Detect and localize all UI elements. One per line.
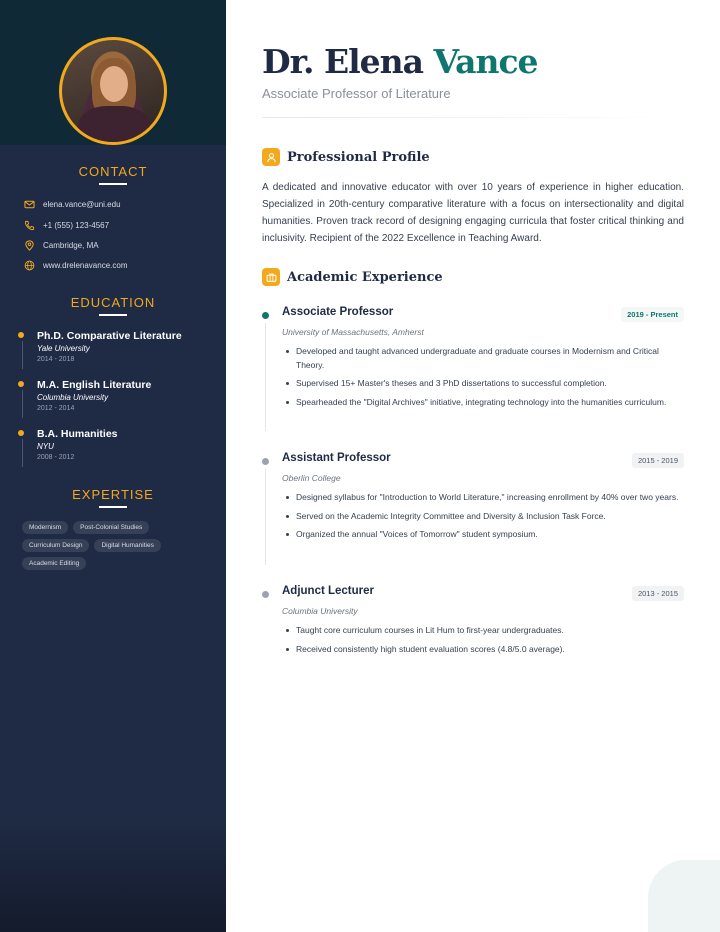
envelope-icon xyxy=(22,197,36,211)
briefcase-icon xyxy=(262,268,280,286)
contact-phone-text: +1 (555) 123-4567 xyxy=(43,220,110,230)
expertise-tag: Modernism xyxy=(22,521,68,534)
job-organization: University of Massachusetts, Amherst xyxy=(282,327,424,337)
phone-icon xyxy=(22,218,36,232)
timeline-line xyxy=(265,469,266,565)
job-organization: Oberlin College xyxy=(282,473,341,483)
education-heading: EDUCATION xyxy=(70,295,156,310)
contact-email-text: elena.vance@uni.edu xyxy=(43,199,121,209)
timeline-line xyxy=(22,439,23,467)
header-divider xyxy=(262,117,672,118)
job-bullets xyxy=(284,345,682,414)
timeline-line xyxy=(265,323,266,431)
user-icon xyxy=(262,148,280,166)
job-dates-badge: 2013 - 2015 xyxy=(632,586,684,601)
contact-location-text: Cambridge, MA xyxy=(43,240,99,250)
contact-email[interactable] xyxy=(22,197,121,211)
job-title: Adjunct Lecturer xyxy=(282,585,375,597)
expertise-underline xyxy=(99,506,127,508)
contact-website-text: www.drelenavance.com xyxy=(43,260,128,270)
expertise-tags xyxy=(22,521,212,570)
timeline-dot xyxy=(262,591,269,598)
contact-location xyxy=(22,238,99,252)
job-bullet: Received consistently high student evaluation scores (4.8/5.0 average). xyxy=(284,643,682,657)
timeline-line xyxy=(22,341,23,369)
experience-heading: Academic Experience xyxy=(287,269,443,285)
job-bullet: Designed syllabus for "Introduction to World Literature," increasing enrollment by 40% over two years. xyxy=(284,491,682,505)
timeline-dot xyxy=(18,332,24,338)
education-years: 2008 - 2012 xyxy=(37,454,75,461)
job-title-subtitle: Associate Professor of Literature xyxy=(262,86,451,101)
job-dates-badge: 2019 - Present xyxy=(621,307,684,322)
education-underline xyxy=(99,314,127,316)
education-school: NYU xyxy=(37,442,54,451)
contact-phone[interactable] xyxy=(22,218,109,232)
experience-entry xyxy=(260,306,684,436)
education-school: Yale University xyxy=(37,344,90,353)
first-name: Dr. Elena xyxy=(262,42,424,81)
job-bullet: Developed and taught advanced undergraduate and graduate courses in Modernism and Critical Theory. xyxy=(284,345,682,372)
timeline-dot xyxy=(262,312,269,319)
education-years: 2012 - 2014 xyxy=(37,405,75,412)
expertise-tag: Academic Editing xyxy=(22,557,86,570)
education-degree: Ph.D. Comparative Literature xyxy=(37,330,182,342)
profile-section-header xyxy=(262,148,430,166)
job-title: Assistant Professor xyxy=(282,452,391,464)
corner-decoration xyxy=(648,860,720,932)
job-bullet: Taught core curriculum courses in Lit Hum to first-year undergraduates. xyxy=(284,624,682,638)
profile-summary: A dedicated and innovative educator with over 10 years of experience in higher education. Specialized in 20th-century comparative literature with a focus on intersectionality and digital humanities. Proven track record of designing engaging curricula that foster critical thinking and inclusivity. Recipient of the 2022 Excellence in Teaching Award. xyxy=(262,182,684,244)
sidebar xyxy=(0,0,226,932)
timeline-line xyxy=(22,390,23,418)
contact-heading: CONTACT xyxy=(78,164,148,179)
education-school: Columbia University xyxy=(37,393,109,402)
job-bullet: Served on the Academic Integrity Committee and Diversity & Inclusion Task Force. xyxy=(284,510,682,524)
location-pin-icon xyxy=(22,238,36,252)
job-title: Associate Professor xyxy=(282,306,394,318)
job-bullet: Organized the annual "Voices of Tomorrow" student symposium. xyxy=(284,528,682,542)
job-bullets xyxy=(284,624,682,661)
globe-icon xyxy=(22,258,36,272)
timeline-dot xyxy=(262,458,269,465)
timeline-dot xyxy=(18,430,24,436)
experience-entry xyxy=(260,585,684,665)
contact-website[interactable] xyxy=(22,258,127,272)
expertise-tag: Curriculum Design xyxy=(22,539,89,552)
last-name: Vance xyxy=(433,42,538,81)
education-years: 2014 - 2018 xyxy=(37,356,75,363)
job-bullets xyxy=(284,491,682,547)
expertise-heading: EXPERTISE xyxy=(72,487,154,502)
education-degree: B.A. Humanities xyxy=(37,428,118,440)
job-organization: Columbia University xyxy=(282,606,358,616)
full-name xyxy=(262,42,538,81)
expertise-tag: Digital Humanities xyxy=(94,539,160,552)
timeline-dot xyxy=(18,381,24,387)
profile-photo xyxy=(59,37,167,145)
contact-underline xyxy=(99,183,127,185)
expertise-tag: Post-Colonial Studies xyxy=(73,521,149,534)
education-degree: M.A. English Literature xyxy=(37,379,152,391)
job-bullet: Spearheaded the "Digital Archives" initiative, integrating technology into the humanities curriculum. xyxy=(284,396,682,410)
experience-entry xyxy=(260,452,684,572)
job-bullet: Supervised 15+ Master's theses and 3 PhD dissertations to successful completion. xyxy=(284,377,682,391)
profile-heading: Professional Profile xyxy=(287,149,430,165)
job-dates-badge: 2015 - 2019 xyxy=(632,453,684,468)
experience-section-header xyxy=(262,268,443,286)
